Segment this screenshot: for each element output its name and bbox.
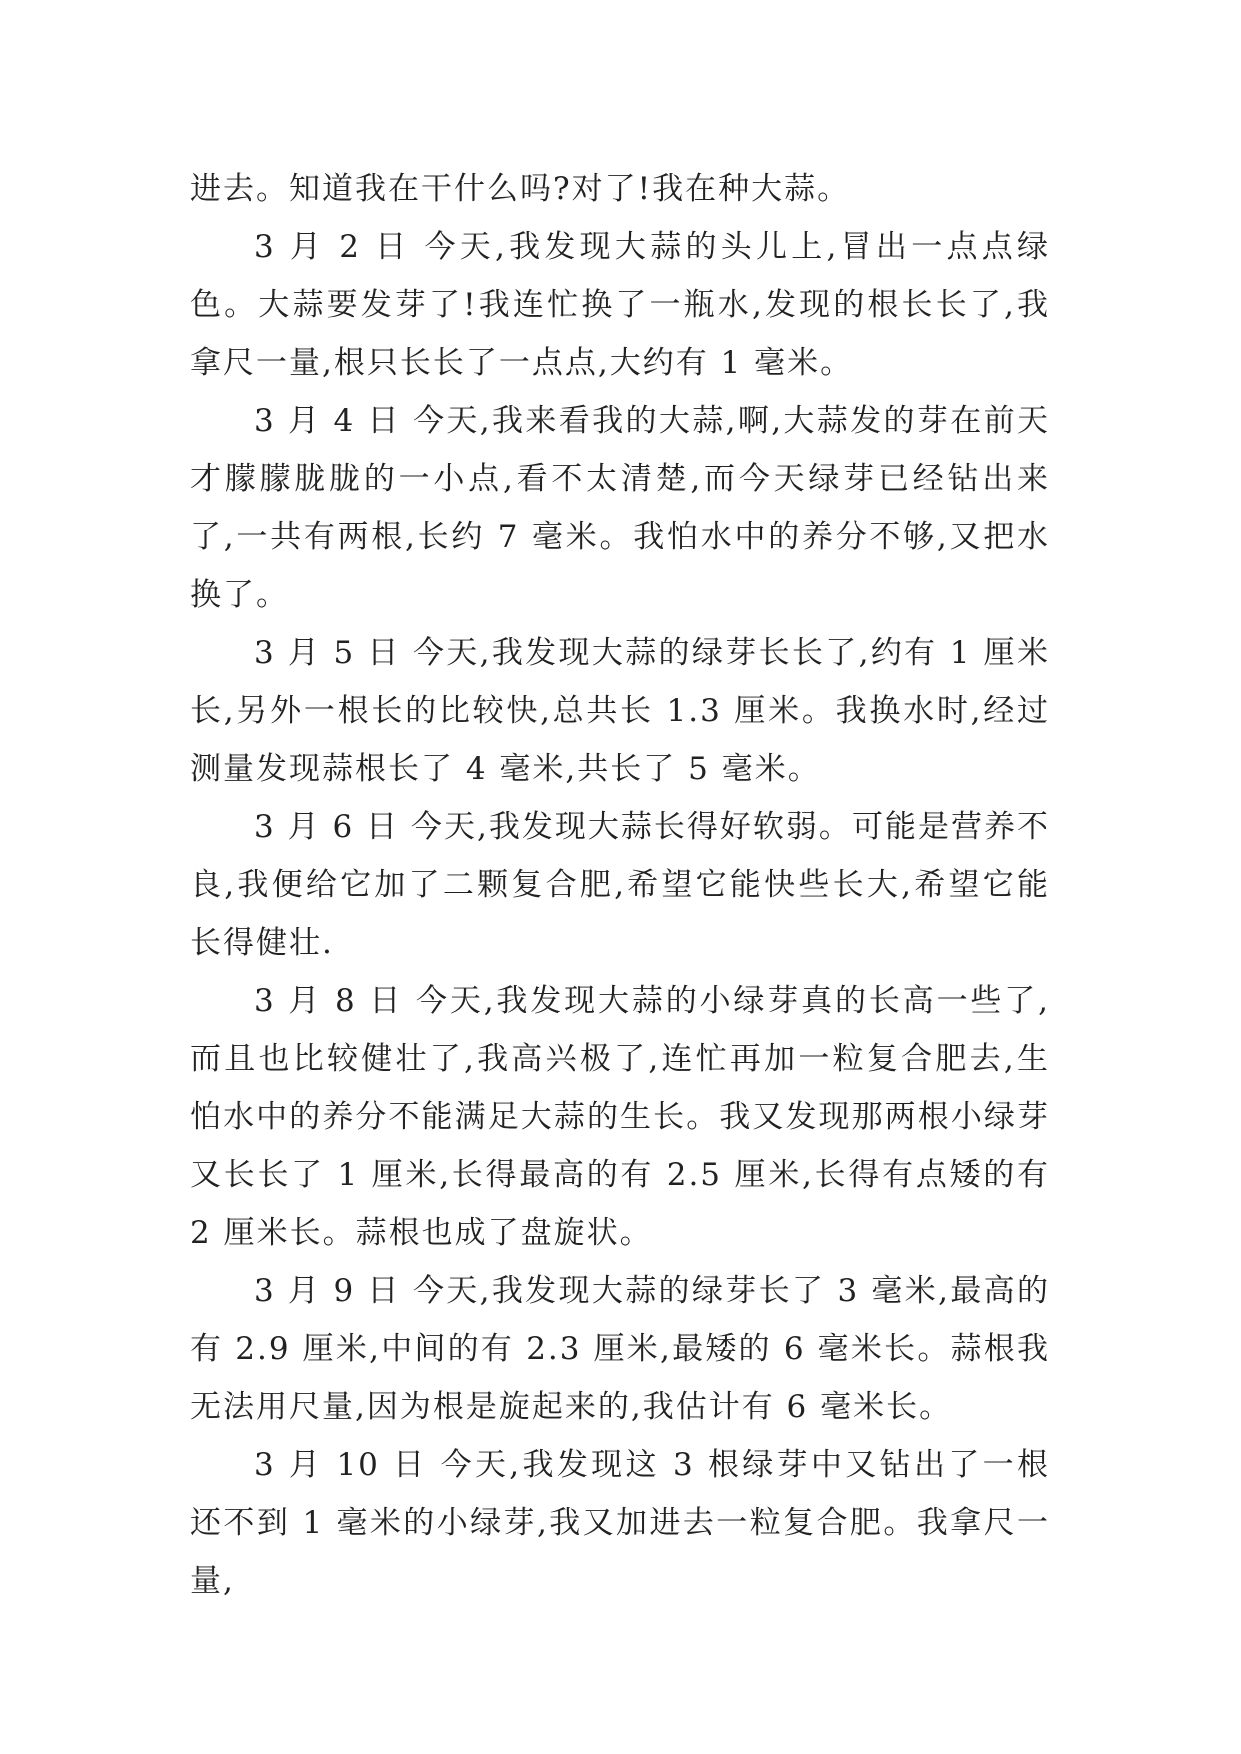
paragraph: 3 月 6 日 今天,我发现大蒜长得好软弱。可能是营养不良,我便给它加了二颗复合肥,希望它能快些长大,希望它能长得健壮. [190,809,1050,961]
document-page [190,160,1062,1610]
paragraph: 3 月 9 日 今天,我发现大蒜的绿芽长了 3 毫米,最高的有 2.9 厘米,中间的有 2.3 厘米,最矮的 6 毫米长。蒜根我无法用尺量,因为根是旋起来的,我估计有 6 毫米长。 [190,1273,1050,1425]
paragraph: 3 月 8 日 今天,我发现大蒜的小绿芽真的长高一些了,而且也比较健壮了,我高兴极了,连忙再加一粒复合肥去,生怕水中的养分不能满足大蒜的生长。我又发现那两根小绿芽又长长了 1 厘米,长得最高的有 2.5 厘米,长得有点矮的有 2 厘米长。蒜根也成了盘旋状。 [190,983,1062,1251]
paragraph: 进去。知道我在干什么吗?对了!我在种大蒜。 [190,171,851,207]
paragraph: 3 月 4 日 今天,我来看我的大蒜,啊,大蒜发的芽在前天才朦朦胧胧的一小点,看不太清楚,而今天绿芽已经钻出来了,一共有两根,长约 7 毫米。我怕水中的养分不够,又把水换了。 [190,403,1050,613]
paragraph: 3 月 5 日 今天,我发现大蒜的绿芽长长了,约有 1 厘米长,另外一根长的比较快,总共长 1.3 厘米。我换水时,经过测量发现蒜根长了 4 毫米,共长了 5 毫米。 [190,635,1050,787]
paragraph: 3 月 2 日 今天,我发现大蒜的头儿上,冒出一点点绿色。大蒜要发芽了!我连忙换了一瓶水,发现的根长长了,我拿尺一量,根只长长了一点点,大约有 1 毫米。 [190,229,1050,381]
paragraph: 3 月 10 日 今天,我发现这 3 根绿芽中又钻出了一根还不到 1 毫米的小绿芽,我又加进去一粒复合肥。我拿尺一量, [190,1447,1050,1599]
